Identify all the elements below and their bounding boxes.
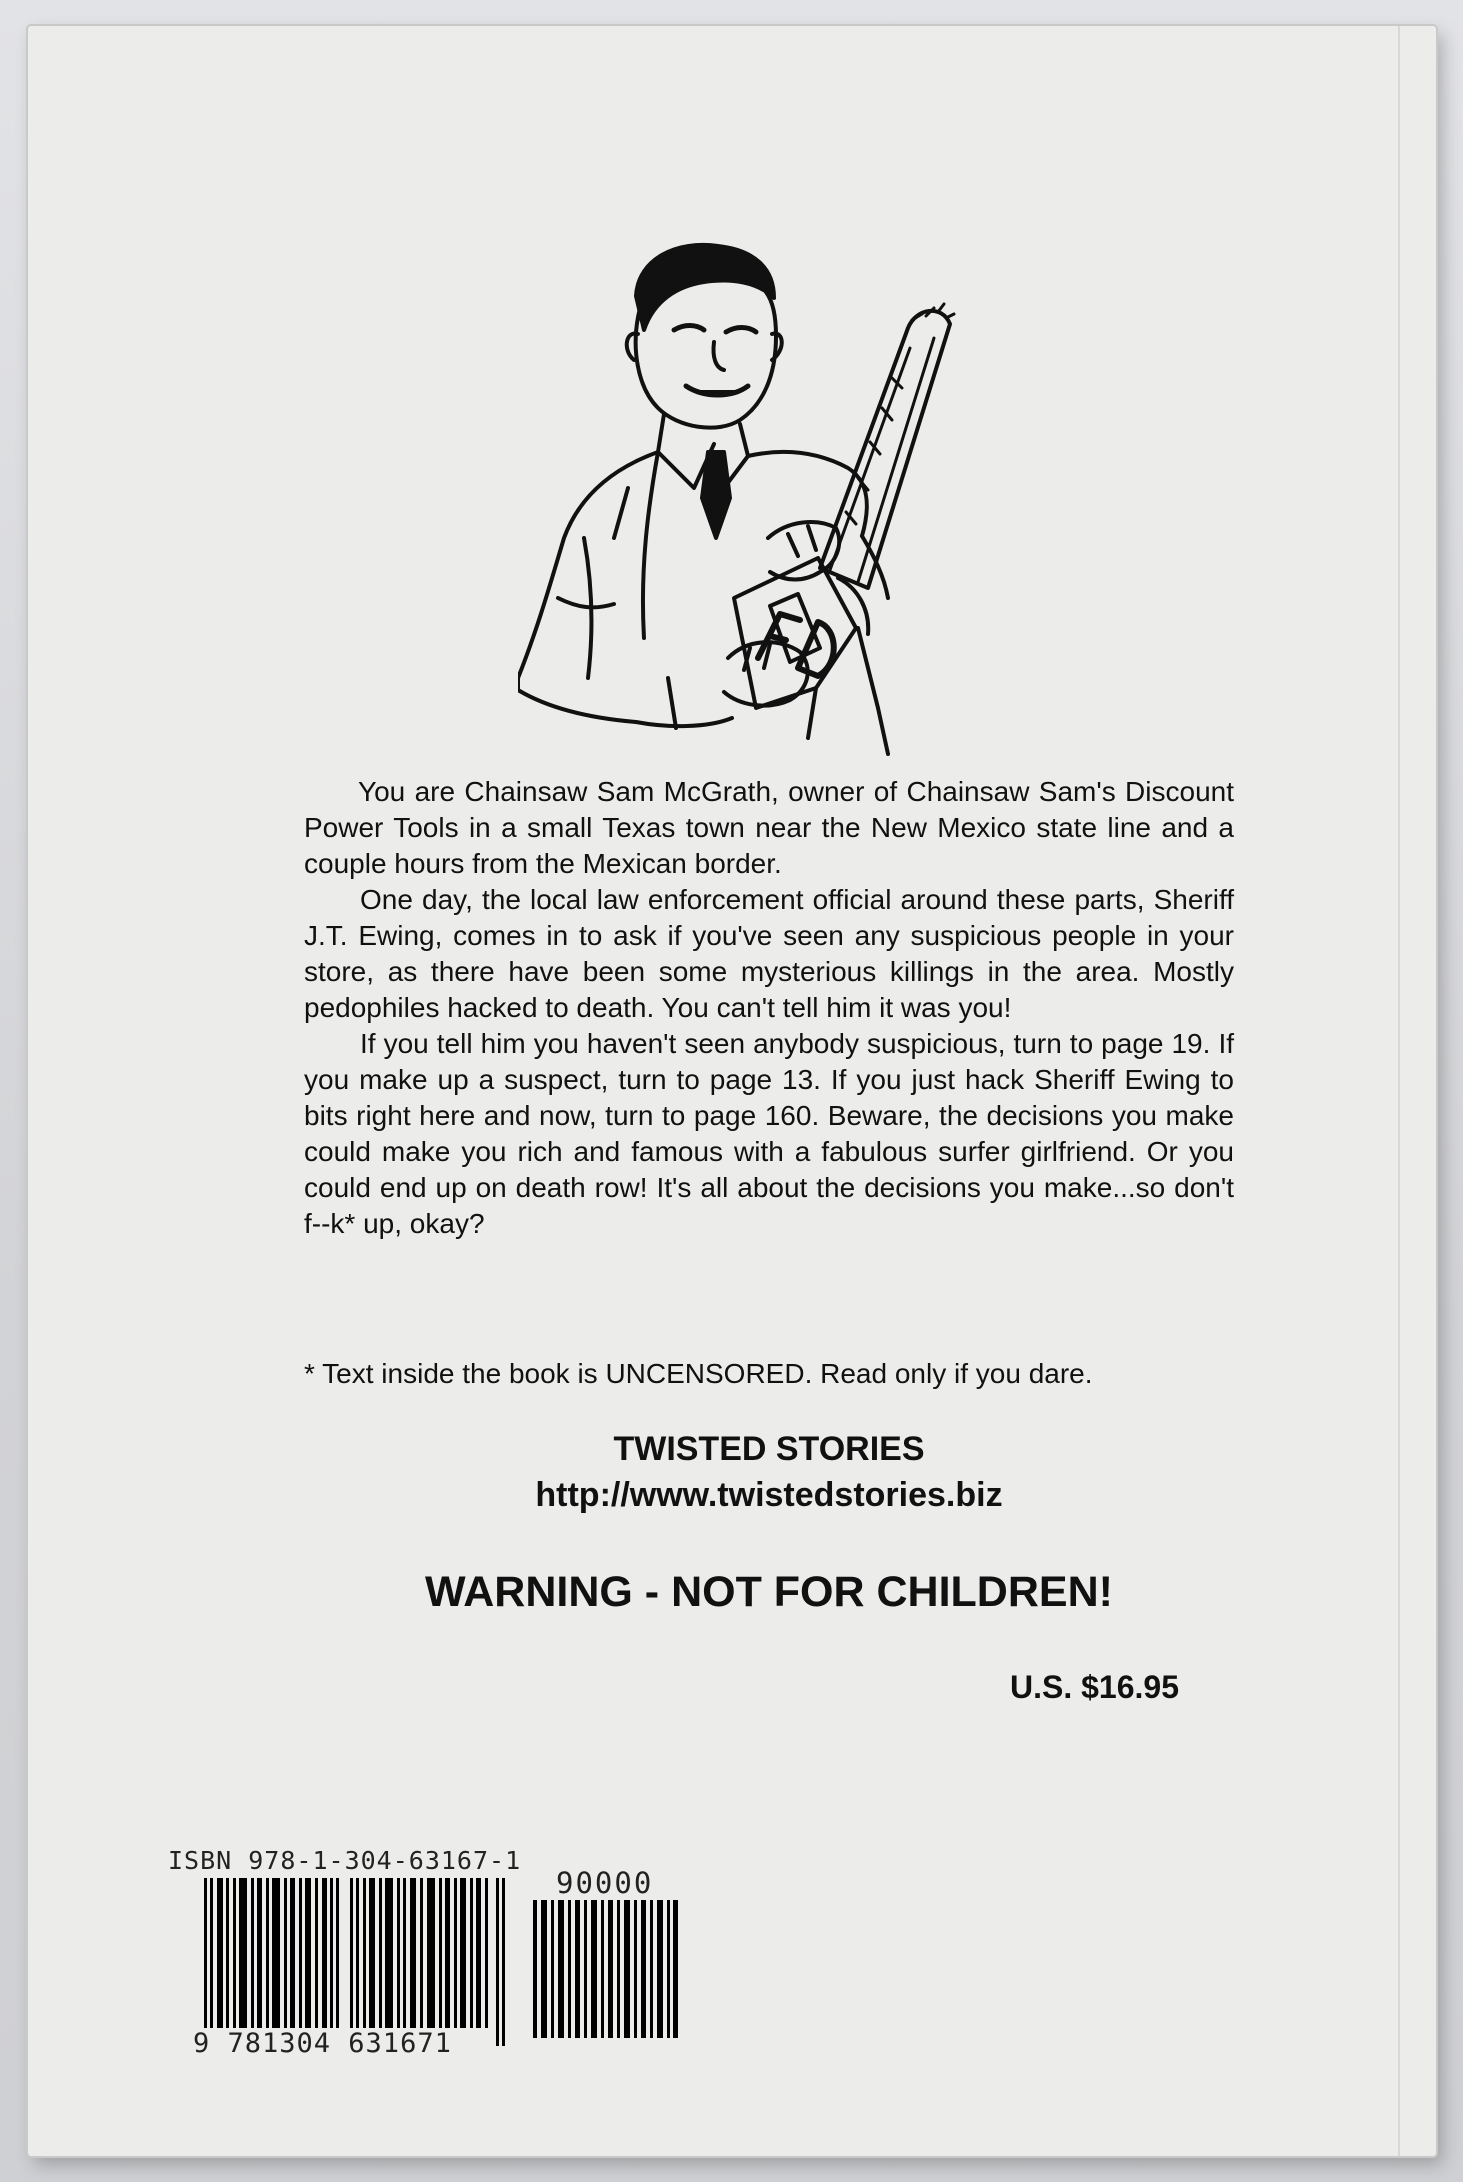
book-back-cover bbox=[28, 26, 1436, 2156]
blurb-paragraph-3: If you tell him you haven't seen anybody suspicious, turn to page 19. If you make up a suspect, turn to page 13. If you just hack Sheriff Ewing to bits right here and now, turn to page 160. Beware, the decisions you make could make you rich and famous with a fabulous surfer girlfriend. Or you could end up on death row! It's all about the decisions you make...so don't f--k* up, okay? bbox=[304, 1028, 1234, 1239]
price-label: U.S. $16.95 bbox=[1010, 1669, 1179, 1705]
publisher-url: http://www.twistedstories.biz bbox=[535, 1476, 1003, 1514]
blurb-text bbox=[304, 774, 1234, 1242]
isbn-label: ISBN 978-1-304-63167-1 bbox=[168, 1846, 522, 1875]
ean-barcode bbox=[204, 1878, 506, 2046]
barcode-addon-label: 90000 bbox=[556, 1866, 654, 1900]
blurb-paragraph-1: You are Chainsaw Sam McGrath, owner of Chainsaw Sam's Discount Power Tools in a small Texas town near the New Mexico state line and a couple hours from the Mexican border. bbox=[304, 776, 1234, 879]
man-with-chainsaw-illustration bbox=[518, 238, 1084, 758]
publisher-name: TWISTED STORIES bbox=[613, 1430, 925, 1468]
publisher-block bbox=[304, 1426, 1234, 1518]
addon-barcode bbox=[533, 1900, 679, 2038]
warning-text: WARNING - NOT FOR CHILDREN! bbox=[425, 1568, 1113, 1616]
blurb-paragraph-2: One day, the local law enforcement official around these parts, Sheriff J.T. Ewing, comes in to ask if you've seen any suspicious people in your store, as there have been some mysterious killings in the area. Mostly pedophiles hacked to death. You can't tell him it was you! bbox=[304, 884, 1234, 1023]
footnote: * Text inside the book is UNCENSORED. Read only if you dare. bbox=[304, 1358, 1093, 1389]
ean-digits: 9 781304 631671 bbox=[193, 2028, 452, 2059]
